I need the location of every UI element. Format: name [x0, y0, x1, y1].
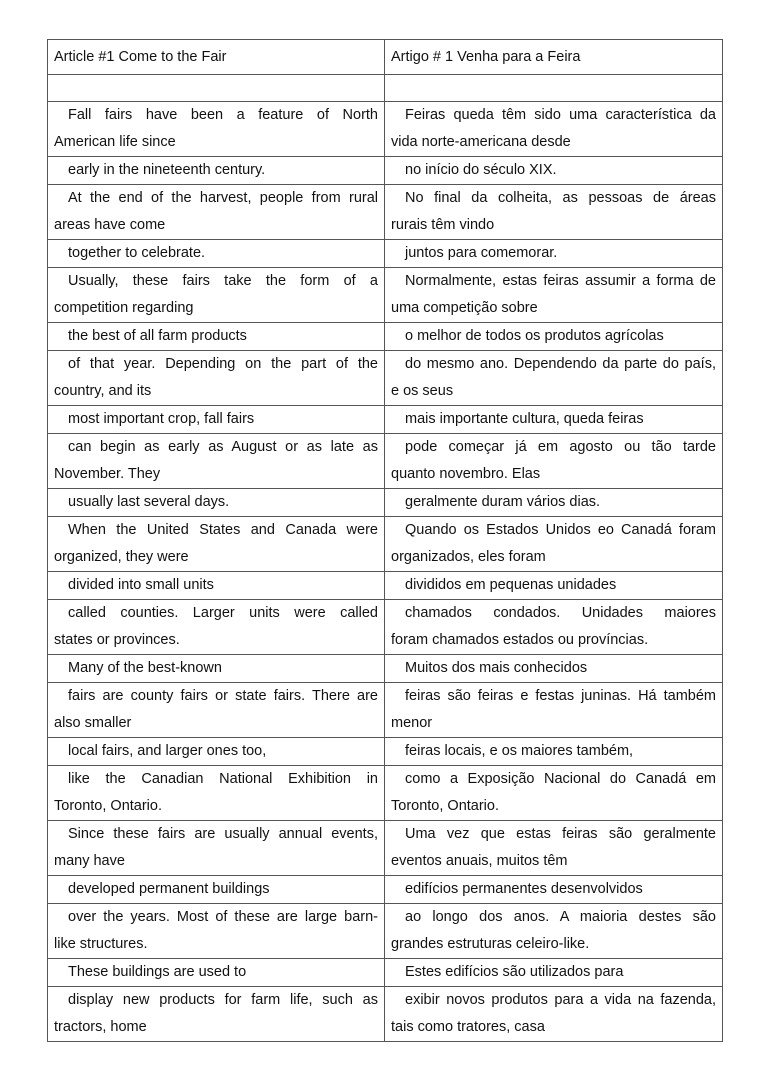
- translation-row: [48, 821, 723, 876]
- translation-row: [48, 600, 723, 655]
- translation-row: [48, 489, 723, 517]
- english-text-line: the best of all farm products: [68, 328, 247, 344]
- english-text-line: display new products for farm life, such as: [68, 992, 378, 1008]
- portuguese-text-line: organizados, eles foram: [391, 549, 546, 565]
- portuguese-text-line: foram chamados estados ou províncias.: [391, 632, 649, 648]
- portuguese-text-line: no início do século XIX.: [405, 162, 557, 178]
- portuguese-text-line: juntos para comemorar.: [405, 245, 558, 261]
- portuguese-text-line: tais como tratores, casa: [391, 1019, 545, 1035]
- english-cell: [48, 572, 385, 600]
- portuguese-text-line: grandes estruturas celeiro-like.: [391, 936, 590, 952]
- english-text-line: organized, they were: [54, 549, 189, 565]
- english-cell: [48, 517, 385, 572]
- portuguese-text-line: edifícios permanentes desenvolvidos: [405, 881, 643, 897]
- english-text-line: most important crop, fall fairs: [68, 411, 255, 427]
- portuguese-cell: [385, 268, 723, 323]
- portuguese-text-line: chamados condados. Unidades maiores: [405, 605, 716, 621]
- portuguese-cell: [385, 102, 723, 157]
- english-text-line: When the United States and Canada were: [68, 522, 378, 538]
- english-cell: [48, 987, 385, 1042]
- portuguese-cell: [385, 323, 723, 351]
- portuguese-text-line: Muitos dos mais conhecidos: [405, 660, 588, 676]
- portuguese-text-line: quanto novembro. Elas: [391, 466, 541, 482]
- english-cell: [48, 655, 385, 683]
- english-cell: [48, 600, 385, 655]
- english-text-line: developed permanent buildings: [68, 881, 270, 897]
- portuguese-cell: [385, 683, 723, 738]
- english-cell: [48, 766, 385, 821]
- portuguese-cell: [385, 876, 723, 904]
- translation-row: [48, 157, 723, 185]
- portuguese-text-line: Quando os Estados Unidos eo Canadá foram: [405, 522, 716, 538]
- empty-cell-english: [48, 75, 385, 102]
- english-cell: [48, 102, 385, 157]
- translation-table: [47, 39, 723, 1042]
- portuguese-cell: [385, 600, 723, 655]
- portuguese-text-line: Feiras queda têm sido uma característica da: [405, 107, 716, 123]
- translation-row: [48, 434, 723, 489]
- portuguese-cell: [385, 240, 723, 268]
- english-text-line: Since these fairs are usually annual events,: [68, 826, 378, 842]
- translation-row: [48, 766, 723, 821]
- empty-cell-portuguese: [385, 75, 723, 102]
- english-text-line: Usually, these fairs take the form of a: [68, 273, 378, 289]
- english-text-line: competition regarding: [54, 300, 194, 316]
- portuguese-text-line: o melhor de todos os produtos agrícolas: [405, 328, 664, 344]
- english-text-line: American life since: [54, 134, 176, 150]
- portuguese-text-line: como a Exposição Nacional do Canadá em: [405, 771, 716, 787]
- english-text-line: like the Canadian National Exhibition in: [68, 771, 378, 787]
- portuguese-text-line: ao longo dos anos. A maioria destes são: [405, 909, 716, 925]
- translation-row: [48, 655, 723, 683]
- english-cell: [48, 268, 385, 323]
- english-cell: [48, 821, 385, 876]
- portuguese-title-cell: Artigo # 1 Venha para a Feira: [385, 40, 723, 75]
- portuguese-text-line: Estes edifícios são utilizados para: [405, 964, 624, 980]
- portuguese-cell: [385, 517, 723, 572]
- english-text-line: tractors, home: [54, 1019, 147, 1035]
- english-title-cell: Article #1 Come to the Fair: [48, 40, 385, 75]
- english-text-line: can begin as early as August or as late as: [68, 439, 378, 455]
- portuguese-cell: [385, 489, 723, 517]
- portuguese-cell: [385, 434, 723, 489]
- portuguese-text-line: Normalmente, estas feiras assumir a forma de: [405, 273, 716, 289]
- portuguese-cell: [385, 351, 723, 406]
- portuguese-cell: [385, 655, 723, 683]
- header-row: [48, 40, 723, 75]
- portuguese-text-line: mais importante cultura, queda feiras: [405, 411, 644, 427]
- translation-row: [48, 102, 723, 157]
- english-cell: [48, 323, 385, 351]
- english-text-line: also smaller: [54, 715, 132, 731]
- english-text-line: together to celebrate.: [68, 245, 206, 261]
- english-text-line: like structures.: [54, 936, 148, 952]
- english-text-line: many have: [54, 853, 125, 869]
- english-text-line: Fall fairs have been a feature of North: [68, 107, 378, 123]
- english-cell: [48, 876, 385, 904]
- english-text-line: of that year. Depending on the part of the: [68, 356, 378, 372]
- portuguese-cell: [385, 766, 723, 821]
- translation-row: [48, 876, 723, 904]
- english-cell: [48, 683, 385, 738]
- english-cell: [48, 240, 385, 268]
- english-text-line: local fairs, and larger ones too,: [68, 743, 267, 759]
- translation-row: [48, 517, 723, 572]
- english-text-line: called counties. Larger units were called: [68, 605, 378, 621]
- portuguese-text-line: e os seus: [391, 383, 454, 399]
- empty-row: [48, 75, 723, 102]
- portuguese-cell: [385, 572, 723, 600]
- english-text-line: Many of the best-known: [68, 660, 222, 676]
- portuguese-text-line: No final da colheita, as pessoas de áreas: [405, 190, 716, 206]
- english-text-line: These buildings are used to: [68, 964, 247, 980]
- translation-row: [48, 351, 723, 406]
- portuguese-cell: [385, 959, 723, 987]
- portuguese-cell: [385, 157, 723, 185]
- translation-row: [48, 323, 723, 351]
- english-cell: [48, 406, 385, 434]
- portuguese-text-line: geralmente duram vários dias.: [405, 494, 601, 510]
- translation-row: [48, 268, 723, 323]
- english-text-line: states or provinces.: [54, 632, 180, 648]
- translation-row: [48, 987, 723, 1042]
- portuguese-cell: [385, 821, 723, 876]
- english-text-line: country, and its: [54, 383, 152, 399]
- translation-row: [48, 185, 723, 240]
- portuguese-cell: [385, 904, 723, 959]
- portuguese-text-line: pode começar já em agosto ou tão tarde: [405, 439, 716, 455]
- english-text-line: fairs are county fairs or state fairs. There are: [68, 688, 378, 704]
- portuguese-text-line: rurais têm vindo: [391, 217, 495, 233]
- translation-row: [48, 959, 723, 987]
- portuguese-text-line: uma competição sobre: [391, 300, 538, 316]
- english-cell: [48, 489, 385, 517]
- english-cell: [48, 434, 385, 489]
- portuguese-text-line: do mesmo ano. Dependendo da parte do país,: [405, 356, 716, 372]
- english-text-line: Toronto, Ontario.: [54, 798, 162, 814]
- portuguese-text-line: feiras locais, e os maiores também,: [405, 743, 634, 759]
- bilingual-document-page: [47, 39, 722, 1042]
- english-cell: [48, 157, 385, 185]
- english-cell: [48, 351, 385, 406]
- english-text-line: November. They: [54, 466, 161, 482]
- translation-row: [48, 904, 723, 959]
- english-text-line: At the end of the harvest, people from rural: [68, 190, 378, 206]
- portuguese-cell: [385, 406, 723, 434]
- english-text-line: early in the nineteenth century.: [68, 162, 266, 178]
- portuguese-text-line: divididos em pequenas unidades: [405, 577, 617, 593]
- english-cell: [48, 904, 385, 959]
- portuguese-cell: [385, 987, 723, 1042]
- portuguese-text-line: Toronto, Ontario.: [391, 798, 499, 814]
- english-text-line: over the years. Most of these are large barn-: [68, 909, 378, 925]
- translation-row: [48, 240, 723, 268]
- english-text-line: areas have come: [54, 217, 166, 233]
- portuguese-text-line: menor: [391, 715, 433, 731]
- portuguese-text-line: exibir novos produtos para a vida na fazenda,: [405, 992, 716, 1008]
- translation-table-body: [48, 40, 723, 1042]
- english-cell: [48, 959, 385, 987]
- translation-row: [48, 572, 723, 600]
- english-cell: [48, 738, 385, 766]
- english-text-line: usually last several days.: [68, 494, 230, 510]
- portuguese-text-line: Uma vez que estas feiras são geralmente: [405, 826, 716, 842]
- translation-row: [48, 738, 723, 766]
- portuguese-cell: [385, 738, 723, 766]
- portuguese-text-line: feiras são feiras e festas juninas. Há também: [405, 688, 716, 704]
- translation-row: [48, 406, 723, 434]
- portuguese-text-line: eventos anuais, muitos têm: [391, 853, 568, 869]
- portuguese-cell: [385, 185, 723, 240]
- translation-row: [48, 683, 723, 738]
- english-text-line: divided into small units: [68, 577, 214, 593]
- english-cell: [48, 185, 385, 240]
- portuguese-text-line: vida norte-americana desde: [391, 134, 571, 150]
